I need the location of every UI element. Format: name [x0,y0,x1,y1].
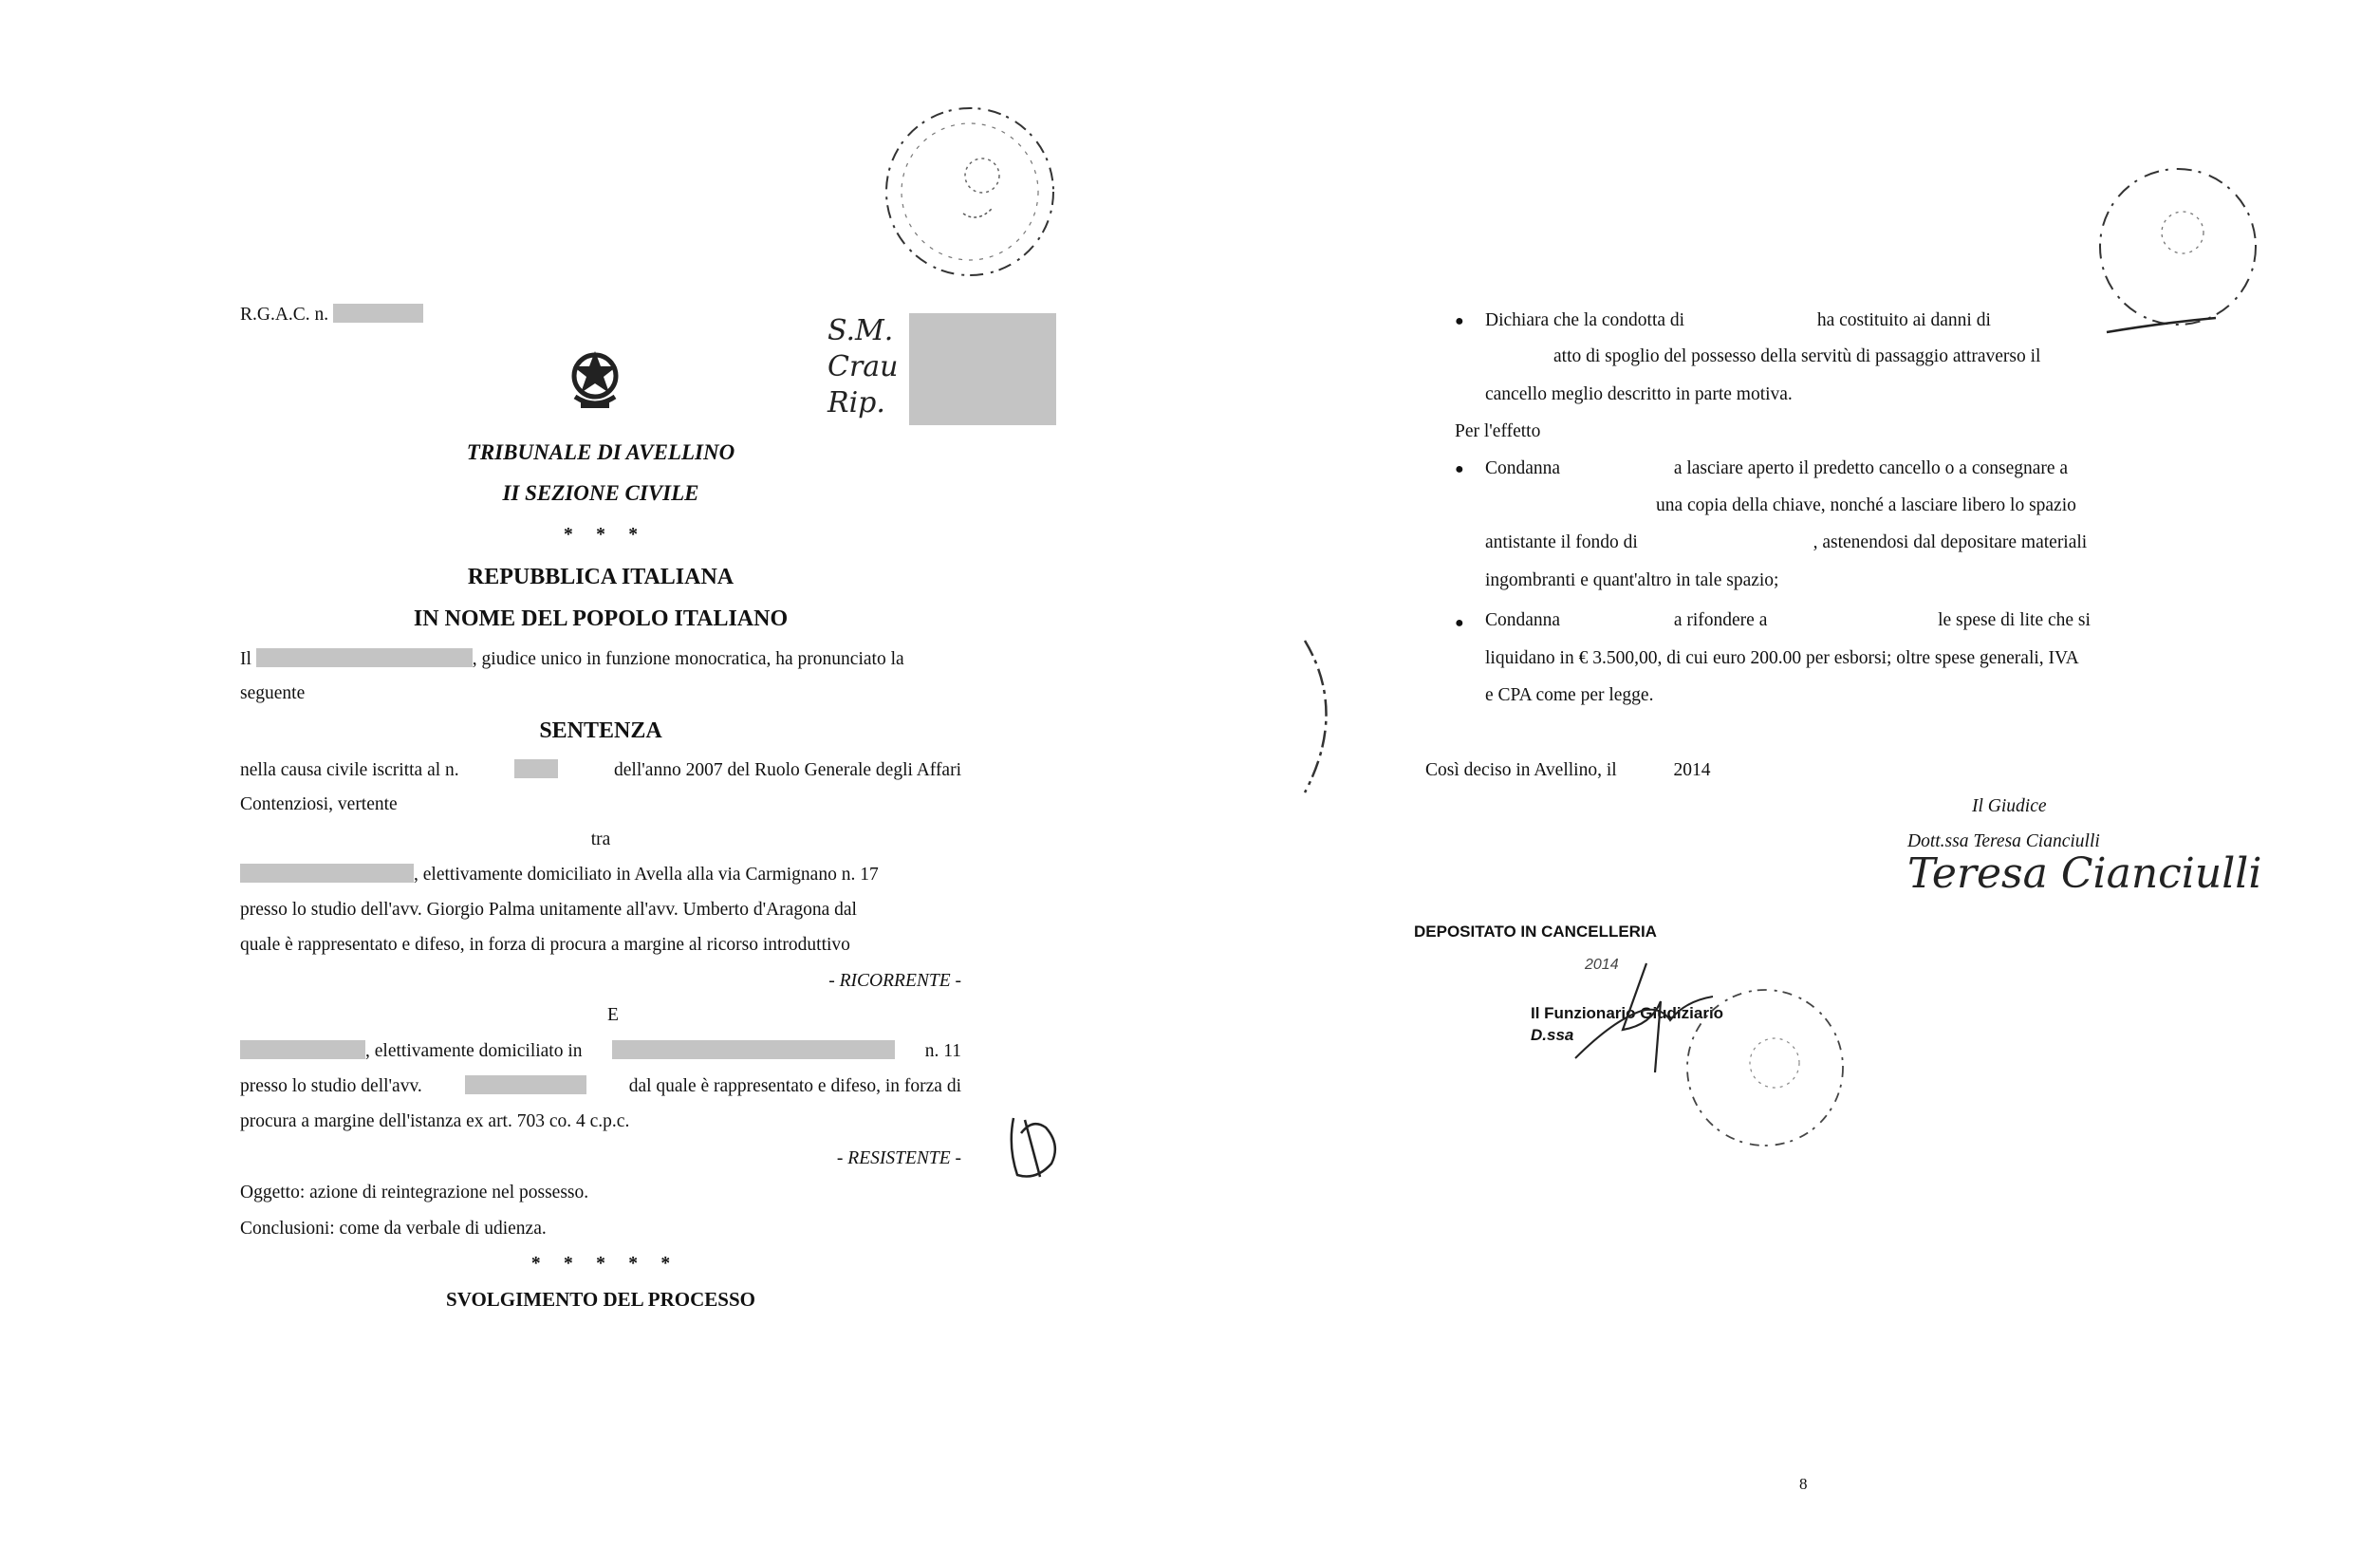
redaction-box [256,648,473,667]
e-label: E [607,1005,619,1025]
decision-line: Condanna a lasciare aperto il predetto cancello o a consegnare a [1485,458,2069,478]
judge-title: Il Giudice [1972,796,2047,816]
per-effetto-line: Per l'effetto [1455,421,1541,441]
deposit-stamp-text: DEPOSITATO IN CANCELLERIA [1414,923,1657,941]
court-name: TRIBUNALE DI AVELLINO [466,440,735,464]
sentenza-heading: SENTENZA [539,718,662,743]
paragraph-line: Contenziosi, vertente [240,794,398,814]
stars-divider: * * * * * [530,1254,671,1274]
handwritten-initials [1006,1110,1063,1182]
tra-label: tra [590,829,611,849]
paragraph-line: , elettivamente domiciliato in Avella alla via Carmignano n. 17 [240,864,961,886]
redaction-box [333,304,423,323]
redaction-box [465,1075,586,1094]
redaction-box [612,1040,895,1059]
judge-name: Dott.ssa Teresa Cianciulli [1907,831,2100,851]
bullet-icon: ● [1455,313,1464,329]
judge-signature: Teresa Cianciulli [1907,849,2262,898]
redaction-box [514,759,558,778]
decision-line: una copia della chiave, nonché a lasciare libero lo spazio [1656,495,2076,515]
funzionario-signature [1556,959,1727,1072]
page-number: 8 [1799,1475,1808,1493]
dssa-label: D.ssa [1531,1026,1574,1044]
redaction-box [240,1040,365,1059]
paragraph-judge-line: Il , giudice unico in funzione monocratica, ha pronunciato la [240,649,904,669]
paragraph-line: presso lo studio dell'avv. Giorgio Palma unitamente all'avv. Umberto d'Aragona dal [240,900,857,920]
decision-line: Condanna a rifondere a le spese di lite che si [1485,610,2091,630]
handwritten-note: S.M. Crau Rip. [827,314,899,419]
conclusioni-line: Conclusioni: come da verbale di udienza. [240,1219,547,1239]
decision-line: cancello meglio descritto in parte motiva. [1485,384,1793,404]
decision-line: atto di spoglio del possesso della servitù di passaggio attraverso il [1553,346,2041,366]
paragraph-line: procura a margine dell'istanza ex art. 703 co. 4 c.p.c. [240,1111,630,1131]
paragraph-line: , elettivamente domiciliato in n. 11 [240,1040,961,1063]
paragraph-line: seguente [240,683,306,703]
ricorrente-label: - RICORRENTE - [828,971,961,991]
paragraph-line: presso lo studio dell'avv. dal quale è rappresentato e difeso, in forza di [240,1076,961,1096]
decision-line: e CPA come per legge. [1485,685,1654,705]
paragraph-line: nella causa civile iscritta al n. dell'anno 2007 del Ruolo Generale degli Affari [240,760,961,780]
paragraph-line: quale è rappresentato e difeso, in forza di procura a margine al ricorso introduttivo [240,935,850,955]
republic-heading: REPUBBLICA ITALIANA [467,565,734,589]
oggetto-line: Oggetto: azione di reintegrazione nel possesso. [240,1183,589,1202]
decision-line: Dichiara che la condotta di ha costituito ai danni di [1485,310,1991,330]
decision-line: liquidano in € 3.500,00, di cui euro 200.00 per esborsi; oltre spese generali, IVA [1485,648,2079,668]
redaction-box [909,313,1056,425]
court-seal-stamp [2088,157,2268,337]
court-seal-stamp [878,100,1063,285]
fold-scan-mark [1295,636,1352,797]
bullet-icon: ● [1455,615,1464,631]
in-name-heading: IN NOME DEL POPOLO ITALIANO [413,606,789,631]
decision-line: antistante il fondo di , astenendosi dal depositare materiali [1485,532,2088,552]
bullet-icon: ● [1455,461,1464,477]
resistente-label: - RESISTENTE - [836,1148,961,1168]
deposit-stamp-date: 2014 [1585,957,1619,973]
svolgimento-heading: SVOLGIMENTO DEL PROCESSO [446,1288,755,1311]
court-section: II SEZIONE CIVILE [502,481,699,505]
funzionario-label: Il Funzionario Giudiziario [1531,1004,1724,1022]
cosi-deciso-line: Così deciso in Avellino, il 2014 [1425,760,1711,780]
italian-emblem-icon [567,347,623,412]
redaction-box [240,864,414,883]
rgac-label: R.G.A.C. n. [240,304,423,326]
decision-line: ingombranti e quant'altro in tale spazio; [1485,570,1779,590]
stars-divider: * * * [564,525,638,545]
